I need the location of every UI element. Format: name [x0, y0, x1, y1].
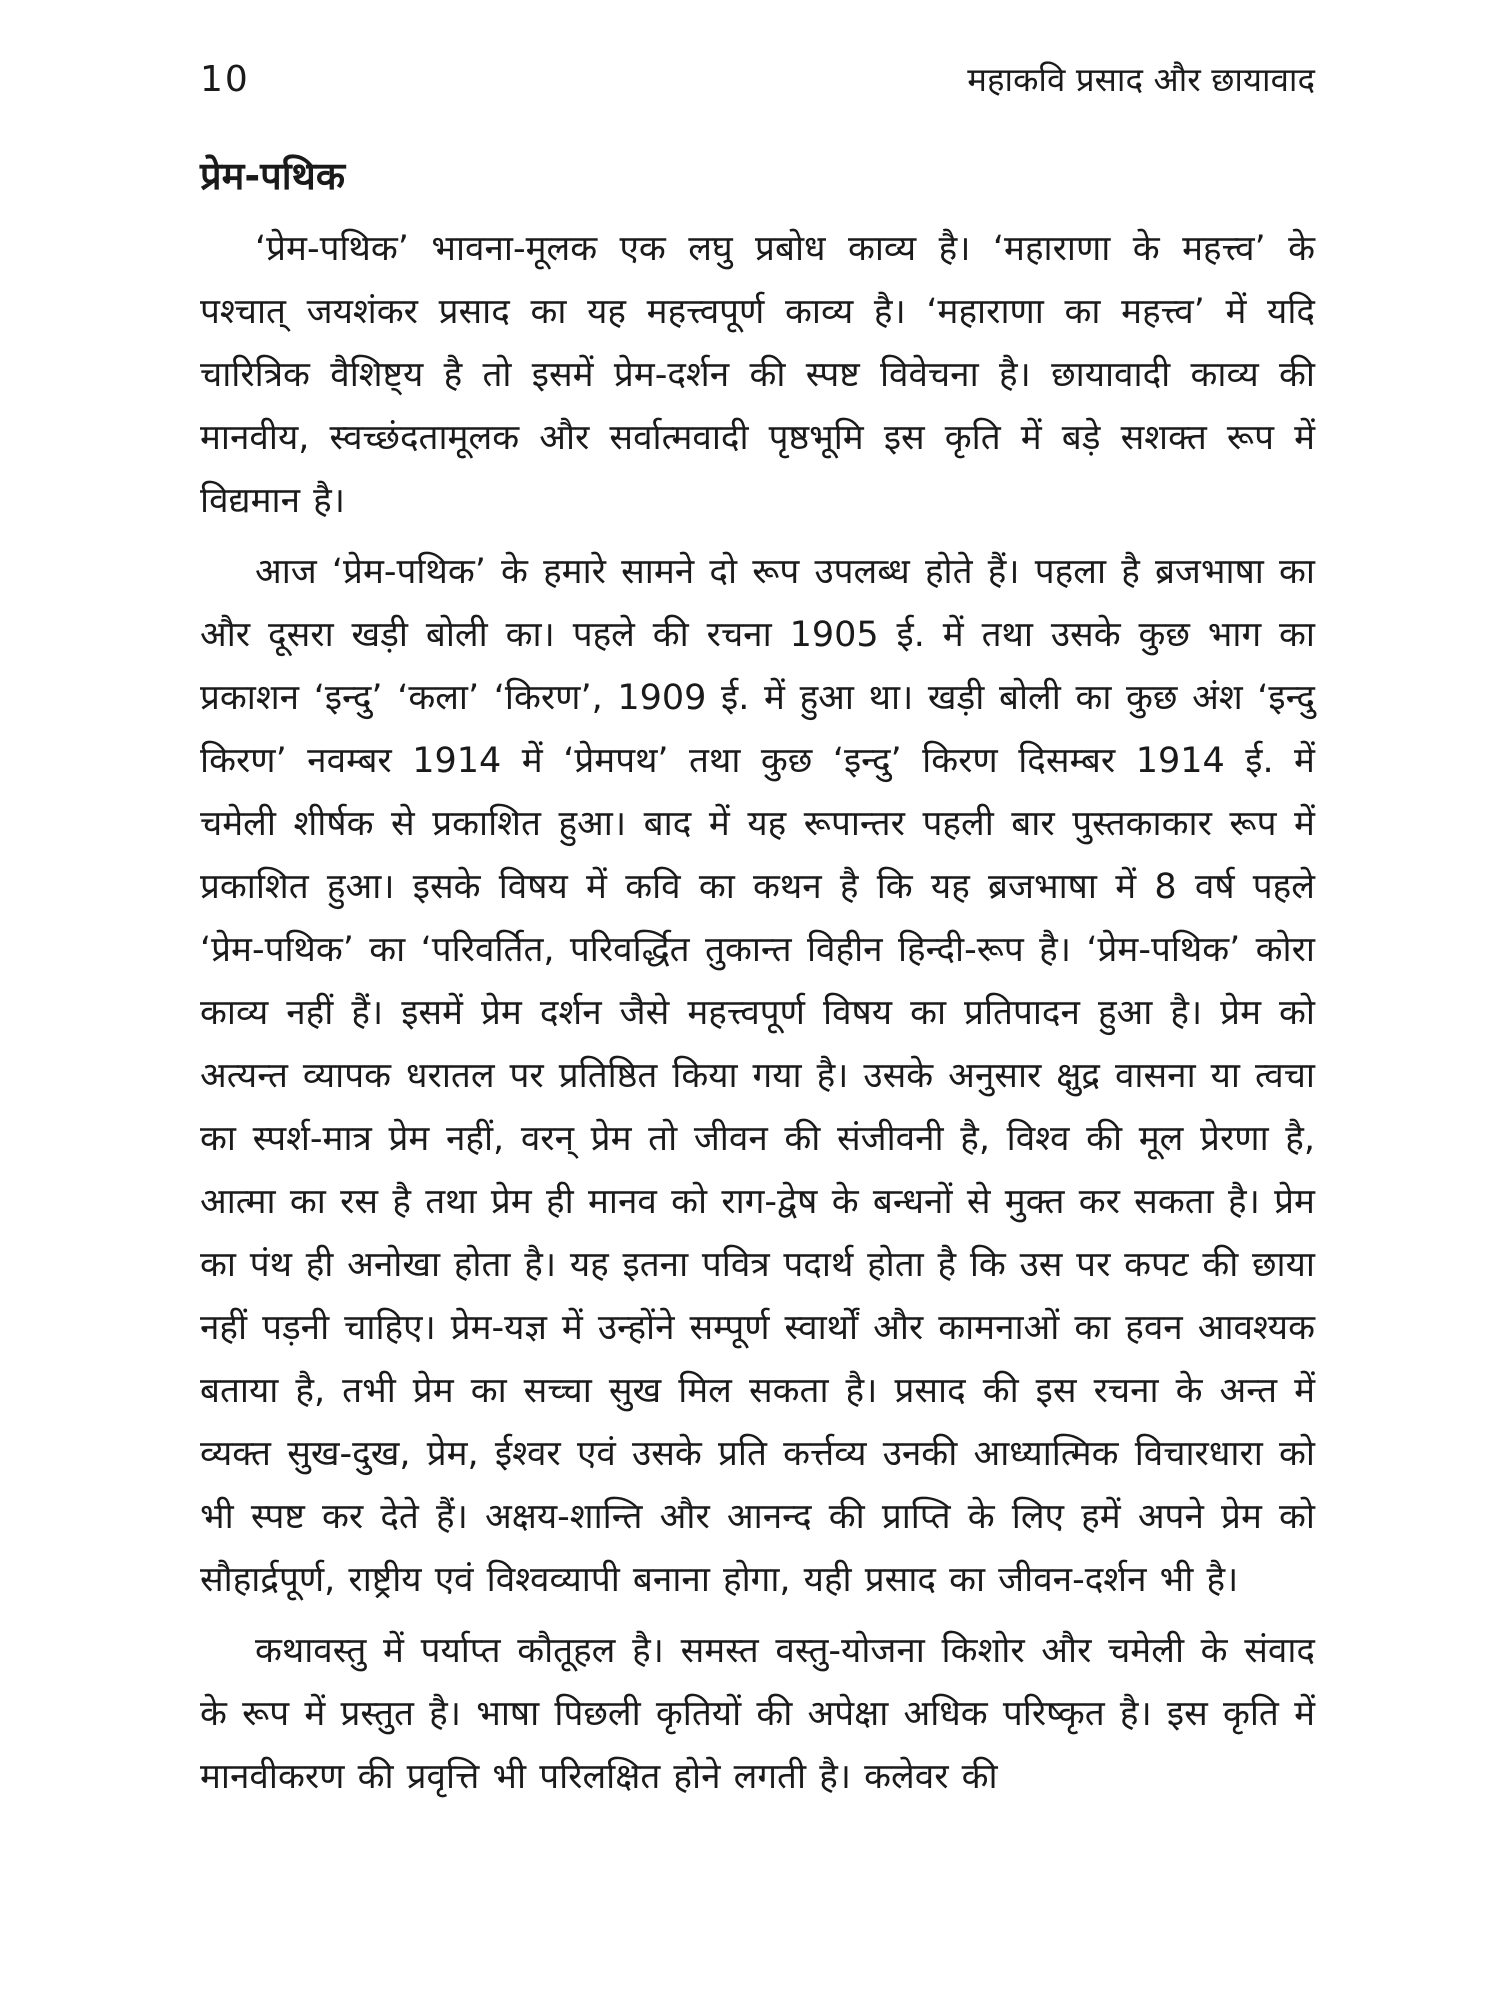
book-title: महाकवि प्रसाद और छायावाद: [967, 60, 1315, 99]
paragraph-plot: कथावस्तु में पर्याप्त कौतूहल है। समस्त वस्तु-योजना किशोर और चमेली के संवाद के रूप में प्रस्तुत है। भाषा पिछली कृतियों की अपेक्षा अधिक परिष्कृत है। इस कृति में मानवीकरण की प्रवृत्ति भी परिलक्षित होने लगती है। कलेवर की: [200, 1631, 1315, 1797]
paragraph-intro: ‘प्रेम-पथिक’ भावना-मूलक एक लघु प्रबोध काव्य है। ‘महाराणा के महत्त्व’ के पश्चात् जयशंकर प्रसाद का यह महत्त्वपूर्ण काव्य है। ‘महाराणा का महत्त्व’ में यदि चारित्रिक वैशिष्ट्य है तो इसमें प्रेम-दर्शन की स्पष्ट विवेचना है। छायावादी काव्य की मानवीय, स्वच्छंदतामूलक और सर्वात्मवादी पृष्ठभूमि इस कृति में बड़े सशक्त रूप में विद्यमान है।: [200, 229, 1315, 521]
paragraph-history: आज ‘प्रेम-पथिक’ के हमारे सामने दो रूप उपलब्ध होते हैं। पहला है ब्रजभाषा का और दूसरा खड़ी बोली का। पहले की रचना 1905 ई. में तथा उसके कुछ भाग का प्रकाशन ‘इन्दु’ ‘कला’ ‘किरण’, 1909 ई. में हुआ था। खड़ी बोली का कुछ अंश ‘इन्दु किरण’ नवम्बर 1914 में ‘प्रेमपथ’ तथा कुछ ‘इन्दु’ किरण दिसम्बर 1914 ई. में चमेली शीर्षक से प्रकाशित हुआ। बाद में यह रूपान्तर पहली बार पुस्तकाकार रूप में प्रकाशित हुआ। इसके विषय में कवि का कथन है कि यह ब्रजभाषा में 8 वर्ष पहले ‘प्रेम-पथिक’ का ‘परिवर्तित, परिवर्द्धित तुकान्त विहीन हिन्दी-रूप है। ‘प्रेम-पथिक’ कोरा काव्य नहीं हैं। इसमें प्रेम दर्शन जैसे महत्त्वपूर्ण विषय का प्रतिपादन हुआ है। प्रेम को अत्यन्त व्यापक धरातल पर प्रतिष्ठित किया गया है। उसके अनुसार क्षुद्र वासना या त्वचा का स्पर्श-मात्र प्रेम नहीं, वरन् प्रेम तो जीवन की संजीवनी है, विश्व की मूल प्रेरणा है, आत्मा का रस है तथा प्रेम ही मानव को राग-द्वेष के बन्धनों से मुक्त कर सकता है। प्रेम का पंथ ही अनोखा होता है। यह इतना पवित्र पदार्थ होता है कि उस पर कपट की छाया नहीं पड़नी चाहिए। प्रेम-यज्ञ में उन्होंने सम्पूर्ण स्वार्थों और कामनाओं का हवन आवश्यक बताया है, तभी प्रेम का सच्चा सुख मिल सकता है। प्रसाद की इस रचना के अन्त में व्यक्त सुख-दुख, प्रेम, ईश्वर एवं उसके प्रति कर्त्तव्य उनकी आध्यात्मिक विचारधारा को भी स्पष्ट कर देते हैं। अक्षय-शान्ति और आनन्द की प्राप्ति के लिए हमें अपने प्रेम को सौहार्द्रपूर्ण, राष्ट्रीय एवं विश्वव्यापी बनाना होगा, यही प्रसाद का जीवन-दर्शन भी है।: [200, 552, 1315, 1600]
page-number: 10: [200, 59, 250, 100]
body-text: [200, 218, 1315, 1817]
running-header: [200, 50, 1315, 110]
section-heading: प्रेम-पथिक: [200, 154, 346, 198]
